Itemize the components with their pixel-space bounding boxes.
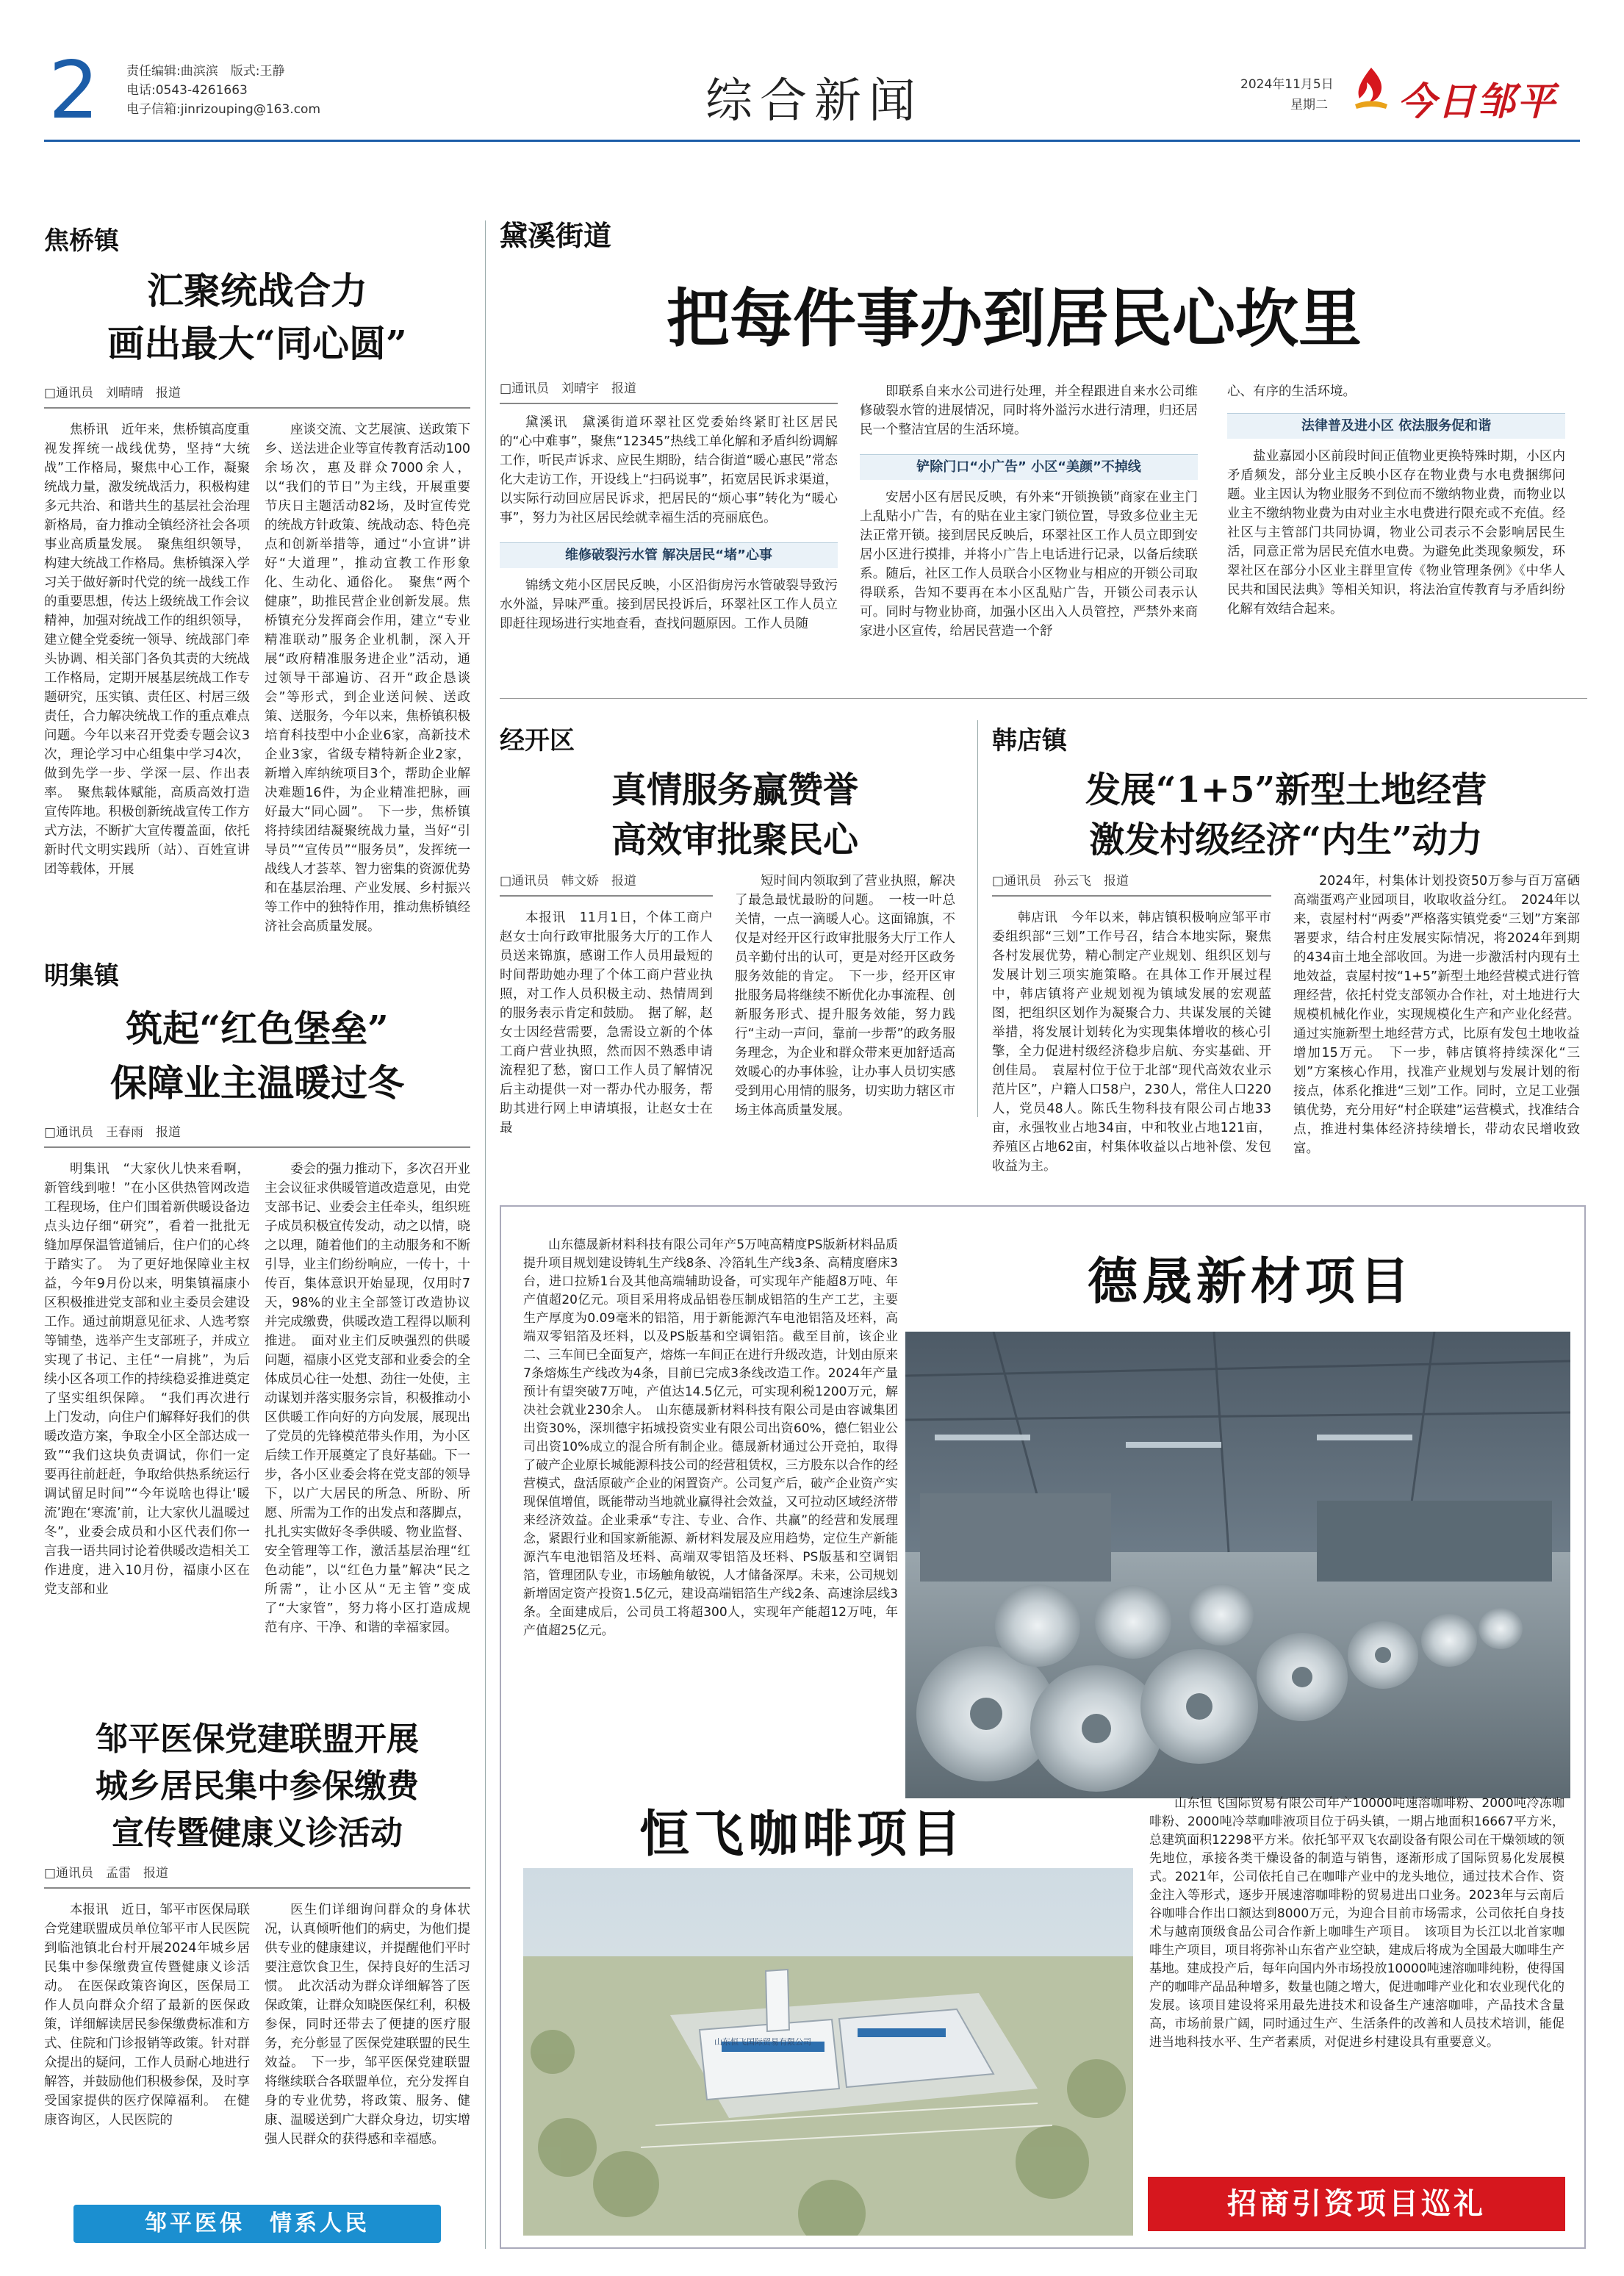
byline: □通讯员 刘晴晴 报道 bbox=[44, 384, 470, 409]
article-column-1: 焦桥讯 近年来，焦桥镇高度重视发挥统一战线优势，坚持“大统战”工作格局，聚焦中心工作，凝聚统战力量，激发统战活力，积极构建多元共治、和谐共生的基层社会治理新格局，奋力推动全镇经济社会各项事业高质量发展。 聚焦组织领导，构建大统战工作格局。焦桥镇深入学习关于做好新时代党的统一战线工作的重要思想，传达上级统战工作会议精神，加强对统战工作的组织领导，建立健全党委统一领导、统战部门牵头协调、相关部门各负其责的大统战工作格局，定期开展基层统战工作专题研究，压实镇、责任区、村居三级责任，合力解决统战工作的重点难点问题。今年以来召开党委专题会议3次，理论学习中心组集中学习4次，做到先学一步、学深一层、作出表率。 聚焦载体赋能，高质高效打造宣传阵地。积极创新统战宣传工作方式方法，不断扩大宣传覆盖面，依托新时代文明实践所（站）、百姓宣讲团等载体，开展 bbox=[44, 423, 250, 877]
headline-line-2: 城乡居民集中参保缴费 bbox=[96, 1767, 419, 1805]
article-column-1a: 黛溪讯 黛溪街道环翠社区党委始终紧盯社区居民的“心中难事”，聚焦“12345”热线工单化解和矛盾纠纷调解工作，听民声诉求、应民生期盼，结合街道“暖心惠民”常态化大走访工作，开设线上“扫码说事”，拓宽居民诉求渠道，以实际行动回应居民诉求，把居民的“烦心事”转化为“暖心事”，努力为社区居民绘就幸福生活的亮丽底色。 bbox=[500, 415, 838, 525]
article-mingji bbox=[44, 955, 470, 1690]
article-column-1: 韩店讯 今年以来，韩店镇积极响应邹平市委组织部“三划”工作号召，结合本地实际，聚焦各村发展优势，精心制定产业规划、组织区划与发展计划三项实施策略。在具体工作开展过程中，韩店镇将产业规划视为镇域发展的宏观蓝图，把组织区划作为凝聚合力、共谋发展的关键举措，将发展计划转化为实现集体增收的核心引擎，全力促进村级经济稳步启航、夯实基础、开创佳局。 袁屋村位于位于北部“现代高效农业示范片区”，户籍人口58户，230人，常住人口220人，党员48人。陈氏生物科技有限公司占地33亩，永强牧业占地34亩，中和牧业占地121亩，养殖区占地62亩，村集体收益以占地补偿、发包收益为主。 bbox=[992, 911, 1271, 1174]
hengfei-text: 山东恒飞国际贸易有限公司年产10000吨速溶咖啡粉、2000吨冷冻咖啡粉、2000吨冷萃咖啡液项目位于码头镇，一期占地面积16667平方米，总建筑面积12298平方米。依托邹平双飞农副设备有限公司在干燥领域的领先地位，承接各类干燥设备的制造与销售，逐渐形成了国际贸易化发展模式。2021年，公司依托自己在咖啡产业中的龙头地位，通过技术合作、资金注入等形式，逐步开展速溶咖啡粉的贸易进出口业务。2023年与云南后谷咖啡合作出口额达到8000万元，为迎合目前市场需求，公司依托自身技术与越南顶级食品公司合作新上咖啡生产项目。 该项目为长江以北首家咖啡生产项目，项目将弥补山东省产业空缺，建成后将成为全国最大咖啡生产基地。建成投产后，每年向国内外市场投放10000吨速溶咖啡纯粉，使得国产的咖啡产品品种增多，数量也随之增大，促进咖啡产业化和农业现代化的发展。该项目建设将采用最先进技术和设备生产速溶咖啡，产品技术含量高，市场前景广阔，同时通过生产、生活条件的改善和人员技术培训，能促进当地科技水平、生产者素质，对促进乡村建设具有重要意义。 bbox=[1149, 1796, 1564, 2050]
editor-line: 责任编辑:曲滨滨 版式:王静 bbox=[126, 64, 285, 79]
section-label: 焦桥镇 bbox=[44, 226, 119, 256]
section-label: 明集镇 bbox=[44, 961, 119, 991]
section-rule bbox=[500, 698, 1587, 699]
byline: □通讯员 王春雨 报道 bbox=[44, 1123, 470, 1148]
page-number: 2 bbox=[48, 45, 99, 137]
section-label: 黛溪街道 bbox=[500, 219, 612, 252]
headline-line-1: 真情服务赢赞誉 bbox=[611, 769, 858, 811]
issue-weekday: 星期二 bbox=[1290, 98, 1328, 112]
subheading: 法律普及进小区 依法服务促和谐 bbox=[1227, 413, 1565, 439]
headline-line-1: 发展“1+5”新型土地经营 bbox=[1085, 769, 1487, 811]
masthead-rule bbox=[44, 140, 1580, 142]
byline: □通讯员 刘晴宇 报道 bbox=[500, 379, 838, 404]
masthead bbox=[0, 0, 1624, 154]
phone-line: 电话:0543-4261663 bbox=[126, 83, 248, 98]
paper-name: 今日邹平 bbox=[1398, 80, 1557, 124]
paper-logo-mark bbox=[1351, 65, 1392, 113]
email-line: 电子信箱:jinrizouping@163.com bbox=[126, 102, 320, 117]
article-column-1: 明集讯 “大家伙儿快来看啊，新管线到啦！”在小区供热管网改造工程现场，住户们围着新供暖设备边点头边仔细“研究”，看着一批批无缝加厚保温管道铺后，住户们的心终于踏实了。 为了更好地保障业主权益，今年9月份以来，明集镇福康小区积极推进党支部和业主委员会建设工作。通过前期意见征求、人选考察等铺垫，选举产生支部班子，并成立实现了书记、主任“一肩挑”，为后续小区各项工作的持续稳妥推进奠定了坚实组织保障。 “我们再次进行上门发动，向住户们解释好我们的供暖改造方案，争取全小区全部达成一致”“我们这块负责调试，你们一定要再往前赶赶，争取给供热系统运行调试留足时间”“今年说啥也得让‘暖流’跑在‘寒流’前，让大家伙儿温暖过冬”，业委会成员和小区代表们你一言我一语共同讨论着供暖改造相关工作进度，进入10月份，福康小区在党支部和业 bbox=[44, 1162, 250, 1597]
article-column-1b: 锦绣文苑小区居民反映，小区沿街房污水管破裂导致污水外溢，异味严重。接到居民投诉后，环翠社区工作人员立即赶往现场进行实地查看，查找问题原因。工作人员随 bbox=[500, 578, 838, 631]
headline-line-2: 画出最大“同心圆” bbox=[107, 322, 407, 365]
headline: 把每件事办到居民心坎里 bbox=[667, 281, 1362, 356]
issue-date: 2024年11月5日 bbox=[1240, 77, 1334, 92]
article-column-2: 委会的强力推动下，多次召开业主会议征求供暖管道改造意见，由党支部书记、业委会主任牵头，组织班子成员积极宣传发动，动之以情，晓之以理，随着他们的主动服务和不断引导，业主们纷纷响应，一传十，十传百，集体意识开始显现，仅用时7天，98%的业主全部签订改造协议并完成缴费，供暖改造工程得以顺利推进。 面对业主们反映强烈的供暖问题，福康小区党支部和业委会的全体成员心往一处想、劲往一处使，主动谋划并落实服务宗旨，积极推动小区供暖工作向好的方向发展，展现出了党员的先锋模范带头作用，为小区后续工作开展奠定了良好基础。下一步，各小区业委会将在党支部的领导下，以广大居民的所急、所盼、所愿、所需为工作的出发点和落脚点，扎扎实实做好冬季供暖、物业监督、安全管理等工作，激活基层治理“红色动能”，以“红色力量”解决“民之所需”，让小区从“无主管”变成了“大家管”，努力将小区打造成规范有序、干净、和谐的幸福家园。 bbox=[265, 1162, 470, 1635]
desheng-factory-photo bbox=[905, 1332, 1570, 1798]
article-column-2: 医生们详细询问群众的身体状况，认真倾听他们的病史，为他们提供专业的健康建议，并提醒他们平时要注意饮食卫生，保持良好的生活习惯。 此次活动为群众详细解答了医保政策，让群众知晓医保红利，积极参保，同时还带去了便捷的医疗服务，充分彰显了医保党建联盟的民生效益。 下一步，邹平医保党建联盟将继续联合各联盟单位，充分发挥自身的专业优势，将政策、服务、健康、温暖送到广大群众身边，切实增强人民群众的获得感和幸福感。 bbox=[265, 1903, 470, 2147]
headline-line-2: 高效审批聚民心 bbox=[611, 819, 858, 861]
article-column-2: 2024年，村集体计划投资50万参与百万富硒高端蛋鸡产业园项目，收取收益分红。 2024年以来，袁屋村村“两委”严格落实镇党委“三划”方案部署要求，结合村庄发展实际情况，将2024年到期的434亩土地全部收回。为进一步激活村内现有土地效益，袁屋村按“1+5”新型土地经营模式进行管理经营，依托村党支部领办合作社，对土地进行大规模机械化作业，实现规模化生产和产业化经营。通过实施新型土地经营方式，比原有发包土地收益增加15万元。 下一步，韩店镇将持续深化“三划”方案核心作用，找准产业规划与发展计划的衔接点，体系化推进“三划”工作。同时，立足工业强镇优势，充分用好“村企联建”运营模式，找准结合点，推进村集体经济持续增长，带动农民增收致富。 bbox=[1293, 874, 1580, 1156]
section-label: 韩店镇 bbox=[992, 726, 1067, 755]
hengfei-title: 恒飞咖啡项目 bbox=[639, 1805, 966, 1864]
article-column-3a: 心、有序的生活环境。 bbox=[1227, 384, 1356, 399]
article-jiaoqiao bbox=[44, 220, 470, 934]
article-column-2: 短时间内领取到了营业执照，解决了最急最忧最盼的问题。 一枝一叶总关情，一点一滴暖人心。这面锦旗，不仅是对经开区行政审批服务大厅工作人员辛勤付出的认可，更是对经开区政务服务效能的肯定。 下一步，经开区审批服务局将继续不断优化办事流程、创新服务形式、提升服务效能，努力践行“主动一声问，靠前一步帮”的政务服务理念，为企业和群众带来更加舒适高效暖心的办事体验，让办事人员切实感受到用心用情的服务，切实助力辖区市场主体高质量发展。 bbox=[735, 874, 955, 1118]
article-column-1: 本报讯 近日，邹平市医保局联合党建联盟成员单位邹平市人民医院到临池镇北台村开展2024年城乡居民集中参保缴费宣传暨健康义诊活动。 在医保政策咨询区，医保局工作人员向群众介绍了最新的医保政策，详细解读居民参保缴费标准和方式、住院和门诊报销等政策。针对群众提出的疑问，工作人员耐心地进行解答，并鼓励他们积极参保，及时享受国家提供的医疗保障福利。 在健康咨询区，人民医院的 bbox=[44, 1903, 250, 2128]
headline-line-1: 汇聚统战合力 bbox=[147, 269, 367, 312]
investment-banner-text: 招商引资项目巡礼 bbox=[1227, 2187, 1486, 2221]
headline-line-1: 筑起“红色堡垒” bbox=[126, 1007, 389, 1050]
article-column-1: 本报讯 11月1日，个体工商户赵女士向行政审批服务大厅的工作人员送来锦旗，感谢工作人员用最短的时间帮助她办理了个体工商户营业执照，对工作人员积极主动、热情周到的服务表示肯定和鼓励。 据了解，赵女士因经营需要，急需设立新的个体工商户营业执照，然而因不熟悉申请流程犯了愁，窗口工作人员了解情况后主动提供一对一帮办代办服务，帮助其进行网上申请填报，让赵女士在最 bbox=[500, 911, 713, 1135]
article-column-3b: 盐业嘉园小区前段时间正值物业更换特殊时期，小区内矛盾频发，部分业主反映小区存在物业费与水电费捆绑问题。业主因认为物业服务不到位而不缴纳物业费，而物业以业主不缴纳物业费为由对业主水电费进行限充或不充值。经社区与主管部门共同协调，物业公司表示不会影响居民生活，同意正常为居民充值水电费。为避免此类现象频发，环翠社区在部分小区业主群里宣传《物业管理条例》《中华人民共和国民法典》等相关知识，将法治宣传教育与矛盾纠纷化解有效结合起来。 bbox=[1227, 449, 1565, 617]
banner-text: 邹平医保 情系人民 bbox=[145, 2211, 370, 2236]
article-column-2a: 即联系自来水公司进行处理，并全程跟进自来水公司维修破裂水管的进展情况，同时将外溢污水进行清理，归还居民一个整洁宜居的生活环境。 bbox=[860, 384, 1198, 437]
article-column-2b: 安居小区有居民反映，有外来“开锁换锁”商家在业主门上乱贴小广告，有的贴在业主家门锁位置，导致多位业主无法正常开锁。接到居民反映后，环翠社区工作人员立即到安居小区进行摸排，并将小广告上电话进行记录，以备后续联系。随后，社区工作人员联合小区物业与相应的开锁公司取得联系，告知不要再在本小区乱贴广告，开锁公司表示认可。同时与物业协商，加强小区出入人员管控，严禁外来商家进小区宣传，给居民营造一个舒 bbox=[860, 490, 1198, 639]
hengfei-aerial-photo bbox=[523, 1868, 1133, 2236]
subheading: 铲除门口“小广告” 小区“美颜”不掉线 bbox=[860, 454, 1198, 480]
column-divider bbox=[977, 720, 978, 1117]
desheng-text: 山东德晟新材料科技有限公司年产5万吨高精度PS版新材料品质提升项目规划建设铸轧生产线8条、冷箔轧生产线3条、高精度磨床3台，进口拉矫1台及其他高端辅助设备，可实现年产能超8万吨、年产值超20亿元。项目采用将成品铝卷压制成铝箔的生产工艺，主要生产厚度为0.09毫米的铝箔，用于新能源汽车电池铝箔及坯料，高端双零铝箔及坯料，以及PS版基和空调铝箔。截至目前，该企业二、三车间已全面复产，熔炼一车间正在进行升级改造，计划由原来7条熔炼生产线改为4条，目前已完成3条线改造工作。2024年产量预计有望突破7万吨，产值达14.5亿元，可实现利税1200万元，解决社会就业230余人。 山东德晟新材料科技有限公司是由容诚集团出资30%，深圳德宇拓城投资实业有限公司出资60%，德仁铝业公司出资10%成立的混合所有制企业。德晟新材通过公开竞拍，取得了破产企业原长城能源科技公司的经营租赁权，三方股东以合作的经营模式，盘活原破产企业的闲置资产。公司复产后，破产企业资产实现保值增值，既能带动当地就业赢得社会效益，又可拉动区域经济带来经济效益。企业秉承“专注、专业、合作、共赢”的经营和发展理念，紧跟行业和国家新能源、新材料发展及应用趋势，定位生产新能源汽车电池铝箔及坯料、高端双零铝箔及坯料、PS版基和空调铝箔，管理团队专业，市场触角敏锐，人才储备深厚。未来，公司规划新增固定资产投资1.5亿元，建设高端铝箔生产线2条、高速涂层线3条。全面建成后，公司员工将超300人，实现年产能超12万吨，年产值超25亿元。 bbox=[523, 1238, 898, 1638]
byline: □通讯员 孙云飞 报道 bbox=[992, 872, 1271, 897]
byline: □通讯员 孟雷 报道 bbox=[44, 1864, 470, 1889]
subheading: 维修破裂污水管 解决居民“堵”心事 bbox=[500, 542, 838, 568]
article-yibao bbox=[44, 1712, 470, 2256]
yibao-banner bbox=[73, 2205, 441, 2243]
headline-line-2: 激发村级经济“内生”动力 bbox=[1089, 819, 1483, 861]
section-label: 经开区 bbox=[500, 726, 575, 755]
desheng-title: 德晟新材项目 bbox=[1087, 1252, 1414, 1311]
headline-line-1: 邹平医保党建联盟开展 bbox=[96, 1720, 419, 1758]
investment-feature-box bbox=[500, 1205, 1586, 2249]
investment-banner bbox=[1148, 2177, 1565, 2231]
headline-line-3: 宣传暨健康义诊活动 bbox=[112, 1814, 403, 1852]
section-title: 综合新闻 bbox=[705, 74, 923, 129]
article-jingkai bbox=[500, 720, 970, 1135]
column-divider bbox=[485, 220, 486, 2249]
article-handian bbox=[992, 720, 1587, 1174]
photo-signage: 山东恒飞国际贸易有限公司 bbox=[714, 2037, 811, 2047]
headline-line-2: 保障业主温暖过冬 bbox=[110, 1061, 404, 1105]
article-column-2: 座谈交流、文艺展演、送政策下乡、送法进企业等宣传教育活动100余场次，惠及群众7000余人，以“我们的节日”为主线，开展重要节庆日主题活动82场，及时宣传党的统战方针政策、统战动态、特色亮点和创新举措等，通过“小宣讲”讲好“大道理”，推动宣教工作形象化、生动化、通俗化。 聚焦“两个健康”，助推民营企业创新发展。焦桥镇充分发挥商会作用，建立“专业精准联动”服务企业机制，深入开展“政府精准服务进企业”活动，通过领导干部遍访、召开“政企恳谈会”等形式，到企业送问候、送政策、送服务，今年以来，焦桥镇积极培育科技型中小企业6家，高新技术企业3家，省级专精特新企业2家，新增入库纳统项目3个，帮助企业解决难题16件，为企业精准把脉，画好最大“同心圆”。 下一步，焦桥镇将持续团结凝聚统战力量，当好“引导员”“宣传员”“服务员”，发挥统一战线人才荟萃、智力密集的资源优势和在基层治理、产业发展、乡村振兴等工作中的独特作用，推动焦桥镇经济社会高质量发展。 bbox=[265, 423, 470, 934]
byline: □通讯员 韩文娇 报道 bbox=[500, 872, 713, 897]
article-daixi bbox=[500, 213, 1587, 683]
